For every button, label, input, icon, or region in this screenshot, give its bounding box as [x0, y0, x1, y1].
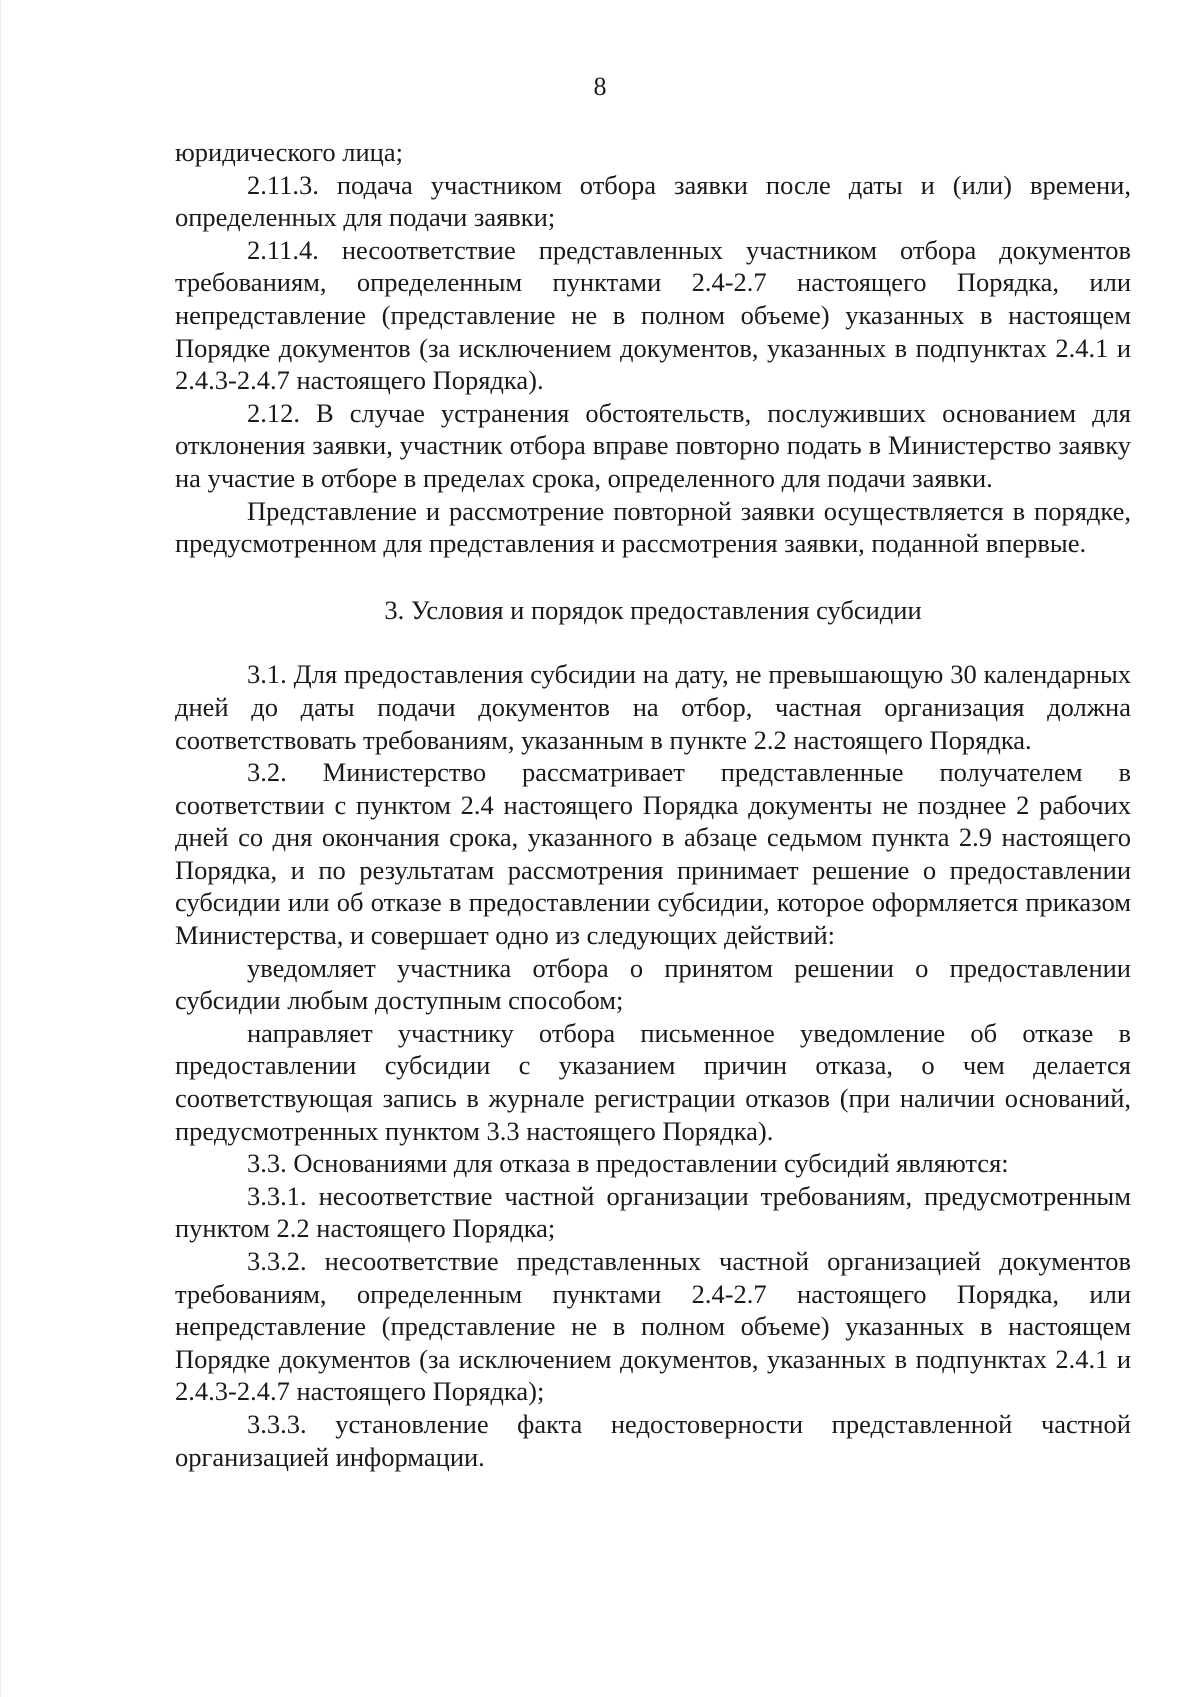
paragraph-repeat-application: Представление и рассмотрение повторной заявки осуществляется в порядке, предусмотренном для представления и рассмотрения заявки, поданной впервые. [175, 495, 1131, 559]
paragraph-2-11-3: 2.11.3. подача участником отбора заявки после даты и (или) времени, определенных для подачи заявки; [175, 169, 1131, 233]
section-heading: 3. Условия и порядок предоставления субсидии [384, 594, 922, 625]
paragraph-3-3-3: 3.3.3. установление факта недостоверности представленной частной организацией информации. [175, 1408, 1131, 1472]
document-body [175, 136, 1131, 1473]
page-number: 8 [593, 72, 607, 101]
scan-edge-line [0, 0, 1, 1697]
paragraph-2-12: 2.12. В случае устранения обстоятельств, послуживших основанием для отклонения заявки, участник отбора вправе повторно подать в Министерство заявку на участие в отборе в пределах срока, определенного для подачи заявки. [175, 397, 1131, 493]
paragraph-notify-decision: уведомляет участника отбора о принятом решении о предоставлении субсидии любым доступным способом; [175, 952, 1131, 1016]
paragraph-continuation: юридического лица; [175, 137, 403, 167]
paragraph-3-1: 3.1. Для предоставления субсидии на дату, не превышающую 30 календарных дней до даты подачи документов на отбор, частная организация должна соответствовать требованиям, указанным в пункте 2.2 настоящего Порядка. [175, 659, 1131, 755]
paragraph-refusal-notice: направляет участнику отбора письменное уведомление об отказе в предоставлении субсидии с указанием причин отказа, о чем делается соответствующая запись в журнале регистрации отказов (при наличии оснований, предусмотренных пунктом 3.3 настоящего Порядка). [175, 1017, 1131, 1146]
paragraph-3-2: 3.2. Министерство рассматривает представленные получателем в соответствии с пунктом 2.4 настоящего Порядка документы не позднее 2 рабочих дней со дня окончания срока, указанного в абзаце седьмом пункта 2.9 настоящего Порядка, и по результатам рассмотрения принимает решение о предоставлении субсидии или об отказе в предоставлении субсидии, которое оформляется приказом Министерства, и совершает одно из следующих действий: [175, 757, 1131, 951]
paragraph-2-11-4: 2.11.4. несоответствие представленных участником отбора документов требованиям, определенным пунктами 2.4-2.7 настоящего Порядка, или непредставление (представление не в полном объеме) указанных в настоящем Порядке документов (за исключением документов, указанных в подпунктах 2.4.1 и 2.4.3-2.4.7 настоящего Порядка). [175, 234, 1131, 396]
paragraph-3-3-1: 3.3.1. несоответствие частной организации требованиям, предусмотренным пунктом 2.2 настоящего Порядка; [175, 1180, 1131, 1244]
paragraph-3-3: 3.3. Основаниями для отказа в предоставлении субсидий являются: [247, 1148, 1009, 1179]
paragraph-3-3-2: 3.3.2. несоответствие представленных частной организацией документов требованиям, определенным пунктами 2.4-2.7 настоящего Порядка, или непредставление (представление не в полном объеме) указанных в настоящем Порядке документов (за исключением документов, указанных в подпунктах 2.4.1 и 2.4.3-2.4.7 настоящего Порядка); [175, 1246, 1131, 1407]
